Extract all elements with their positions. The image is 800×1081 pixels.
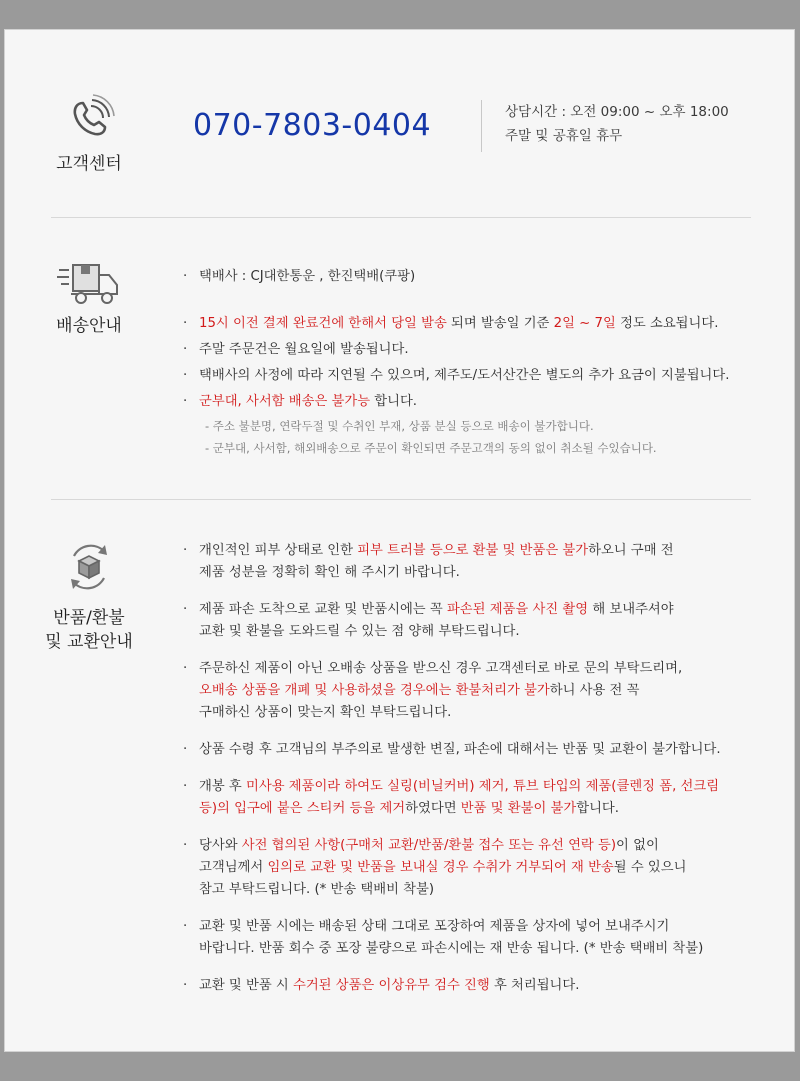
shipping-item: [183, 339, 729, 360]
bullet-icon: ·: [183, 838, 188, 853]
returns-title-line: 반품/환불: [53, 608, 125, 628]
returns-item-line: [199, 975, 721, 997]
returns-item: [183, 540, 721, 584]
returns-item-line: [199, 680, 721, 702]
body-text: 후 처리됩니다.: [489, 978, 580, 993]
return-box-icon: [64, 542, 114, 592]
shipping-item: [183, 313, 729, 334]
body-text: 택배사 : CJ대한통운 , 한진택배(쿠팡): [199, 269, 416, 284]
body-text: 주말 주문건은 월요일에 발송됩니다.: [199, 342, 409, 357]
shipping-list: [183, 266, 729, 412]
body-text: 교환 및 반품 시에는 배송된 상태 그대로 포장하여 제품을 상자에 넣어 보내주시기: [199, 919, 670, 934]
body-text: 하였다면: [405, 801, 461, 816]
returns-item-line: [199, 879, 721, 901]
highlight-text: 피부 트러블 등으로 환불 및 반품은 불가: [357, 543, 589, 558]
hours-line: 상담시간 : 오전 09:00 ~ 오후 18:00: [505, 104, 729, 120]
body-text: 주문하신 제품이 아닌 오배송 상품을 받으신 경우 고객센터로 바로 문의 부탁드리며,: [199, 661, 683, 676]
bullet-icon: ·: [183, 661, 188, 676]
returns-item-line: [199, 916, 721, 938]
returns-item: [183, 975, 721, 997]
returns-item-line: [199, 702, 721, 724]
returns-item-line: [199, 658, 721, 680]
bullet-icon: ·: [183, 543, 188, 558]
highlight-text: 등)의 입구에 붙은 스티커 등을 제거: [199, 801, 406, 816]
body-text: 해 보내주셔야: [588, 602, 674, 617]
returns-item: [183, 776, 721, 820]
returns-item: [183, 599, 721, 643]
body-text: 참고 부탁드립니다. (* 반송 택배비 착불): [199, 882, 435, 897]
returns-item: [183, 916, 721, 960]
body-text: 상품 수령 후 고객님의 부주의로 발생한 변질, 파손에 대해서는 반품 및 교환이 불가합니다.: [199, 742, 721, 757]
info-panel: [4, 29, 795, 1052]
bullet-icon: ·: [183, 602, 188, 617]
body-text: 당사와: [199, 838, 242, 853]
highlight-text: 2일 ~ 7일: [553, 316, 616, 331]
highlight-text: 군부대, 사서함 배송은 불가능: [199, 394, 371, 409]
body-text: 되며 발송일 기준: [446, 316, 554, 331]
shipping-item: [183, 266, 729, 287]
returns-item-line: [199, 798, 721, 820]
bullet-icon: ·: [183, 394, 188, 409]
section-divider: [51, 217, 751, 218]
delivery-truck-icon: [57, 262, 121, 306]
returns-item: [183, 835, 721, 901]
bullet-icon: ·: [183, 342, 188, 357]
bullet-icon: ·: [183, 742, 188, 757]
highlight-text: 사전 협의된 사항(구매처 교환/반품/환불 접수 또는 유선 연락 등): [241, 838, 617, 853]
highlight-text: 반품 및 환불이 불가: [460, 801, 577, 816]
body-text: 고객님께서: [199, 860, 268, 875]
body-text: 합니다.: [576, 801, 619, 816]
body-text: 제품 파손 도착으로 교환 및 반품시에는 꼭: [199, 602, 447, 617]
body-text: 개봉 후: [199, 779, 246, 794]
returns-item: [183, 739, 721, 761]
returns-list: [183, 540, 721, 1012]
body-text: 합니다.: [370, 394, 418, 409]
shipping-header: [29, 262, 149, 338]
shipping-note: - 주소 불분명, 연락두절 및 수취인 부재, 상품 분실 등으로 배송이 불가합니다.: [205, 419, 594, 433]
bullet-icon: ·: [183, 316, 188, 331]
shipping-item: [183, 365, 729, 386]
returns-item-line: [199, 835, 721, 857]
shipping-notes: [183, 415, 657, 459]
shipping-item: [183, 391, 729, 412]
bullet-icon: ·: [183, 978, 188, 993]
body-text: 이 없이: [616, 838, 659, 853]
body-text: 구매하신 상품이 맞는지 확인 부탁드립니다.: [199, 705, 452, 720]
returns-header: [29, 542, 149, 654]
body-text: 하니 사용 전 꼭: [549, 683, 640, 698]
body-text: 하오니 구매 전: [588, 543, 674, 558]
returns-title: [29, 606, 149, 654]
phone-number[interactable]: 070-7803-0404: [193, 108, 432, 143]
returns-item-line: [199, 562, 721, 584]
shipping-title: 배송안내: [56, 316, 122, 336]
bullet-icon: ·: [183, 368, 188, 383]
bullet-icon: ·: [183, 269, 188, 284]
highlight-text: 임의로 교환 및 반품을 보내실 경우 수취가 거부되어 재 반송: [267, 860, 614, 875]
contact-title: 고객센터: [56, 154, 122, 174]
returns-item-line: [199, 621, 721, 643]
holiday-line: 주말 및 공휴일 휴무: [505, 128, 623, 144]
returns-item-line: [199, 776, 721, 798]
shipping-note: - 군부대, 사서함, 해외배송으로 주문이 확인되면 주문고객의 동의 없이 취소될 수있습니다.: [205, 441, 657, 455]
bullet-icon: ·: [183, 919, 188, 934]
returns-item-line: [199, 599, 721, 621]
returns-title-line: 및 교환안내: [45, 632, 133, 652]
body-text: 개인적인 피부 상태로 인한: [199, 543, 358, 558]
body-text: 바랍니다. 반품 회수 중 포장 불량으로 파손시에는 재 반송 됩니다. (* 반송 택배비 착불): [199, 941, 704, 956]
phone-icon: [63, 94, 115, 146]
body-text: 될 수 있으니: [613, 860, 687, 875]
highlight-text: 15시 이전 결제 완료건에 한해서 당일 발송: [199, 316, 447, 331]
returns-item-line: [199, 739, 721, 761]
contact-header: [29, 94, 149, 176]
body-text: 교환 및 반품 시: [199, 978, 293, 993]
returns-item-line: [199, 540, 721, 562]
bullet-icon: ·: [183, 779, 188, 794]
body-text: 제품 성분을 정확히 확인 해 주시기 바랍니다.: [199, 565, 460, 580]
highlight-text: 파손된 제품을 사진 촬영: [446, 602, 589, 617]
returns-item-line: [199, 857, 721, 879]
returns-item-line: [199, 938, 721, 960]
contact-divider: [481, 100, 482, 152]
highlight-text: 수거된 상품은 이상유무 검수 진행: [292, 978, 490, 993]
body-text: 택배사의 사정에 따라 지연될 수 있으며, 제주도/도서산간은 별도의 추가 요금이 지불됩니다.: [199, 368, 730, 383]
body-text: 정도 소요됩니다.: [615, 316, 719, 331]
highlight-text: 오배송 상품을 개폐 및 사용하셨을 경우에는 환불처리가 불가: [199, 683, 550, 698]
business-hours: [505, 100, 729, 148]
highlight-text: 미사용 제품이라 하여도 실링(비닐커버) 제거, 튜브 타입의 제품(클렌징 폼, 선크림: [246, 779, 720, 794]
section-divider: [51, 499, 751, 500]
body-text: 교환 및 환불을 도와드릴 수 있는 점 양해 부탁드립니다.: [199, 624, 520, 639]
returns-item: [183, 658, 721, 724]
